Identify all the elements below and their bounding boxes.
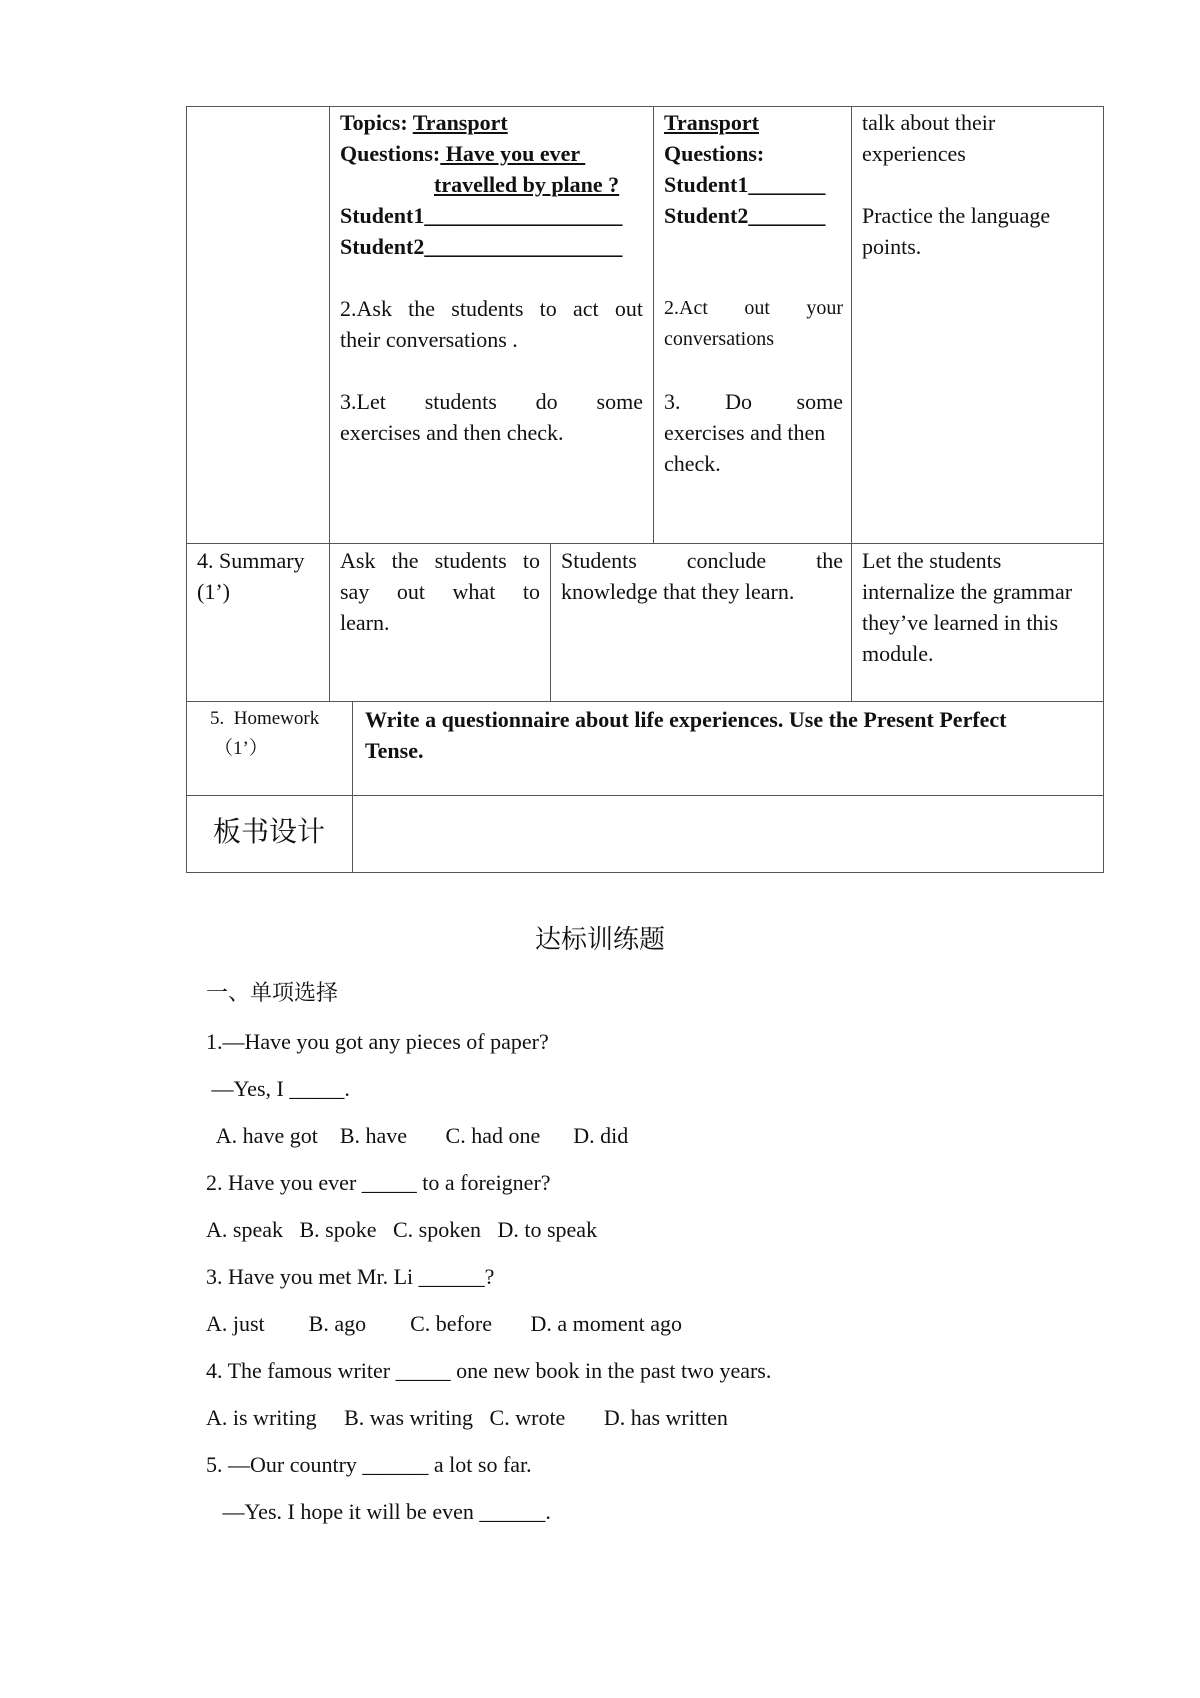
table-col-divider-5 (352, 701, 353, 872)
row2-student-activity (561, 545, 843, 607)
step3-line2: exercises and then check. (340, 420, 564, 445)
row2-step (197, 545, 322, 607)
purpose-line: internalize the grammar (862, 579, 1073, 604)
exercise-title: 达标训练题 (534, 925, 665, 955)
word: students (424, 389, 497, 414)
homework-line1: Write a questionnaire about life experiences. Use the Present Perfect (365, 707, 1007, 732)
table-col-divider-4 (550, 543, 551, 701)
row1-purpose (862, 107, 1096, 262)
word: students (434, 548, 507, 573)
questions-value-cont: travelled by plane ? (434, 172, 620, 197)
table-border-row3 (186, 795, 1104, 796)
purpose-line: Let the students (862, 548, 1002, 573)
word: the (408, 296, 436, 321)
purpose-line: they’ve learned in this (862, 610, 1059, 635)
word: 2.Ask (340, 296, 392, 321)
word: to (539, 296, 557, 321)
table-col-divider-1 (329, 106, 330, 701)
questions-label: Questions: (340, 141, 441, 166)
row3-homework-content (365, 704, 1095, 766)
step3-line (340, 386, 643, 417)
exercise-options: A. is writing B. was writing C. wrote D. has written (206, 1405, 728, 1430)
exercise-line: —Yes. I hope it will be even ______. (206, 1499, 551, 1524)
exercise-line: 4. The famous writer _____ one new book in the past two years. (206, 1358, 772, 1383)
homework-time: （1’） (214, 738, 268, 759)
step2-line (664, 293, 843, 324)
purpose-line: points. (862, 234, 922, 259)
purpose-line: talk about their (862, 110, 996, 135)
word: out (396, 579, 425, 604)
row2-purpose (862, 545, 1102, 669)
student2-blank: Student2_______ (664, 203, 826, 228)
exercise-line: 5. —Our country ______ a lot so far. (206, 1452, 532, 1477)
step2-line2: their conversations . (340, 327, 518, 352)
table-border-right (1103, 106, 1104, 873)
word: Students (561, 548, 637, 573)
word: the (391, 548, 419, 573)
student1-blank: Student1__________________ (340, 203, 623, 228)
student2-blank: Student2__________________ (340, 234, 623, 259)
step3-line2: exercises and then (664, 420, 826, 445)
word: 3. (664, 389, 681, 414)
step3-line (664, 386, 843, 417)
section-heading: 一、单项选择 (206, 981, 339, 1006)
word: the (816, 548, 843, 573)
row3-step (210, 704, 350, 764)
word: Ask (340, 548, 376, 573)
topics-value: Transport (412, 110, 508, 135)
word: out (744, 297, 770, 319)
table-border-row2 (186, 701, 1104, 702)
word: to (522, 548, 540, 573)
word: some (796, 389, 843, 414)
word: some (596, 389, 643, 414)
exercise-options: A. speak B. spoke C. spoken D. to speak (206, 1217, 598, 1242)
table-col-divider-2 (653, 106, 654, 543)
row2-teacher-activity (340, 545, 540, 638)
student-line1 (561, 545, 843, 576)
table-border-bottom (186, 872, 1104, 873)
questions-line (340, 138, 643, 169)
exercise-line: —Yes, I _____. (206, 1076, 350, 1101)
student-questions: Questions: (664, 141, 765, 166)
homework-label: 5. Homework (210, 708, 320, 729)
exercise-options: A. just B. ago C. before D. a moment ago (206, 1311, 682, 1336)
homework-line2: Tense. (365, 738, 424, 763)
row1-student-activity (664, 107, 843, 479)
teacher-line1 (340, 545, 540, 576)
student-line2: knowledge that they learn. (561, 579, 795, 604)
topics-line (340, 107, 643, 138)
step3-line3: check. (664, 451, 721, 476)
step2-line (340, 293, 643, 324)
word: to (522, 579, 540, 604)
summary-time: (1’) (197, 579, 230, 604)
table-border-left (186, 106, 187, 873)
word: Do (725, 389, 752, 414)
topics-label: Topics: (340, 110, 408, 135)
row1-teacher-activity (340, 107, 643, 448)
student1-blank: Student1_______ (664, 172, 826, 197)
teacher-line2 (340, 576, 540, 607)
student-topic: Transport (664, 110, 759, 135)
purpose-line: Practice the language (862, 203, 1051, 228)
exercise-options: A. have got B. have C. had one D. did (206, 1123, 629, 1148)
purpose-line: experiences (862, 141, 966, 166)
word: say (340, 579, 370, 604)
word: conclude (686, 548, 767, 573)
table-col-divider-3 (851, 106, 852, 701)
word: 3.Let (340, 389, 386, 414)
word: out (614, 296, 643, 321)
exercise-line: 2. Have you ever _____ to a foreigner? (206, 1170, 551, 1195)
board-design-label: 板书设计 (212, 815, 325, 848)
table-border-row1 (186, 543, 1104, 544)
word: what (452, 579, 496, 604)
teacher-line3: learn. (340, 610, 390, 635)
step2-line2: conversations (664, 328, 774, 350)
questions-value: Have you ever (440, 141, 586, 166)
word: do (535, 389, 558, 414)
exercise-line: 3. Have you met Mr. Li ______? (206, 1264, 495, 1289)
word: 2.Act (664, 297, 708, 319)
word: your (806, 297, 843, 319)
exercise-line: 1.—Have you got any pieces of paper? (206, 1029, 549, 1054)
word: act (572, 296, 599, 321)
word: students (451, 296, 524, 321)
summary-label: 4. Summary (197, 548, 305, 573)
purpose-line: module. (862, 641, 934, 666)
